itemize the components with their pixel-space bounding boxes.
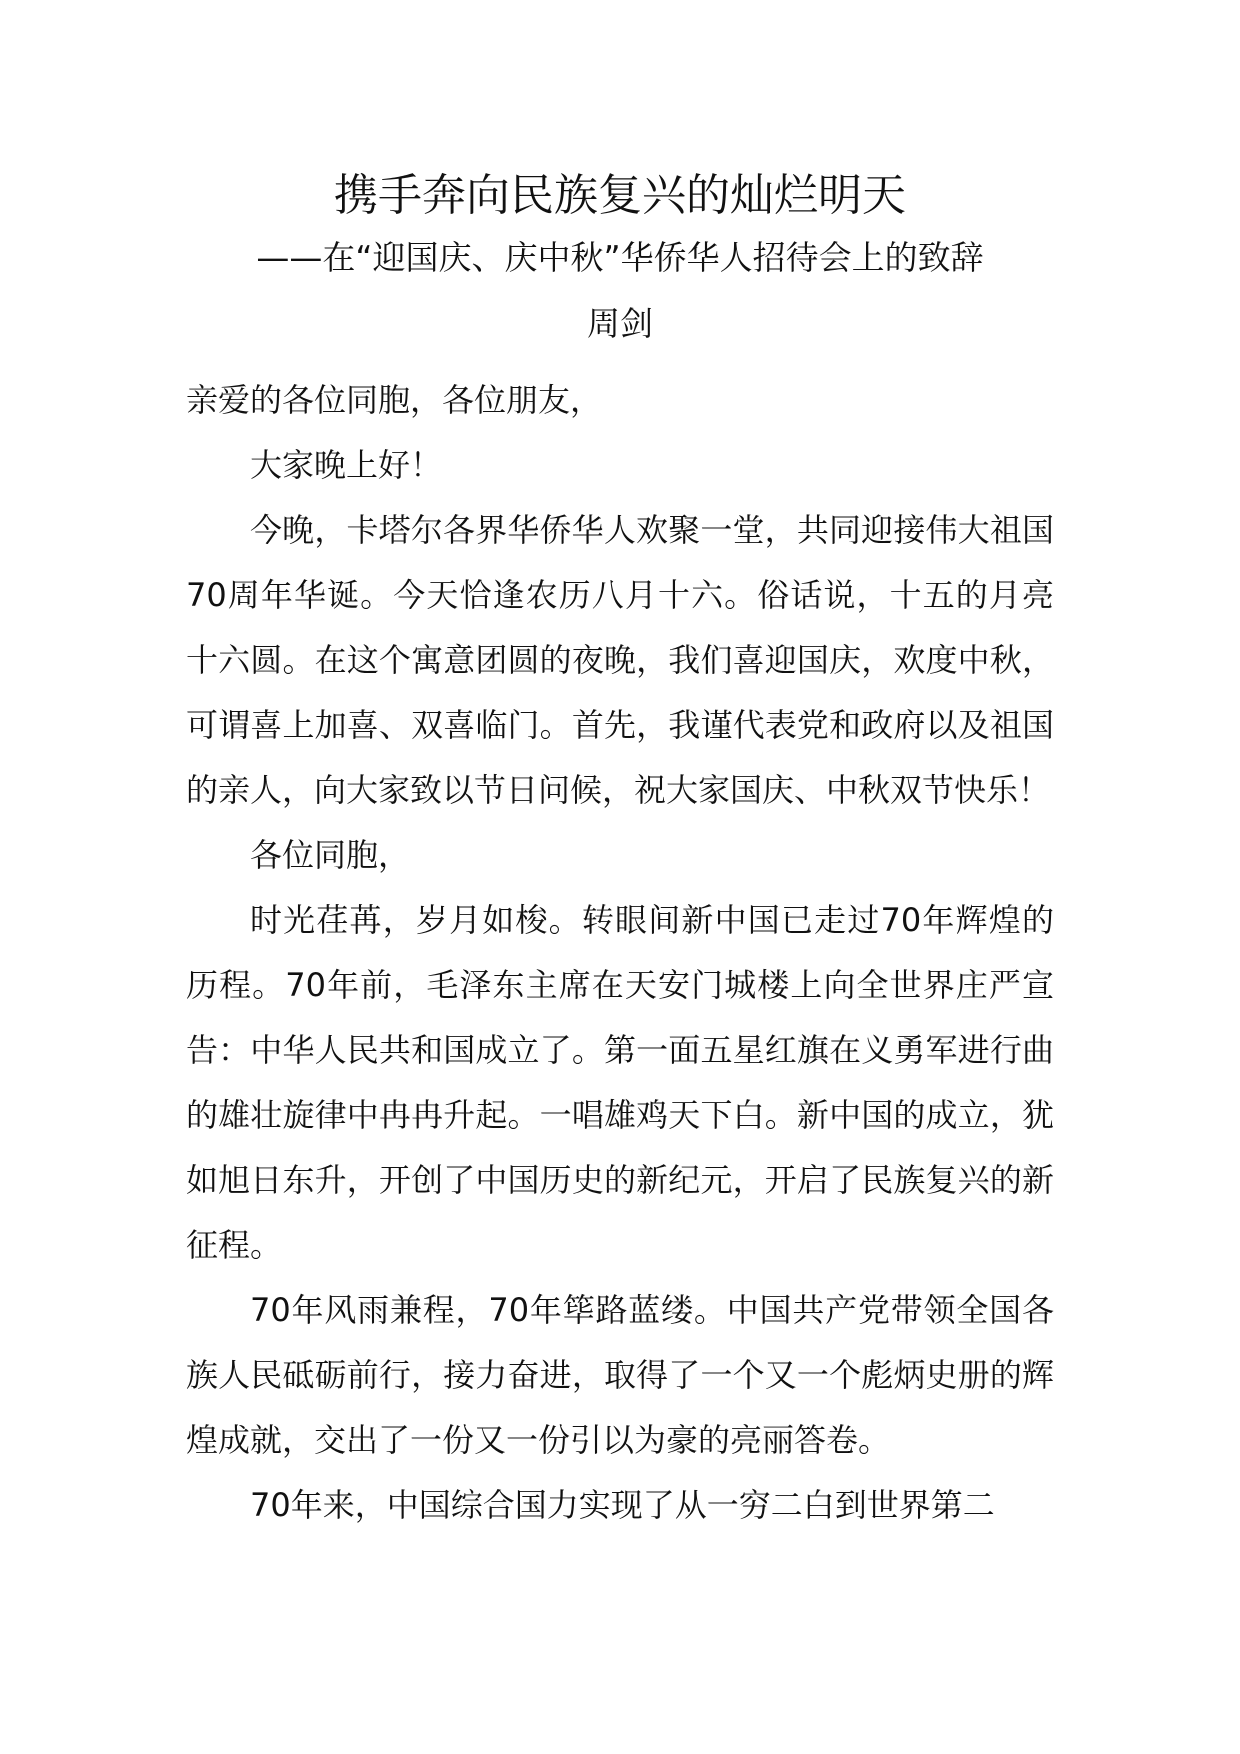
document-body <box>186 368 1054 1538</box>
salutation-paragraph: 亲爱的各位同胞，各位朋友， <box>186 381 603 419</box>
body-paragraph: 时光荏苒，岁月如梭。转眼间新中国已走过70年辉煌的历程。70年前，毛泽东主席在天安门城楼上向全世界庄严宣告：中华人民共和国成立了。第一面五星红旗在义勇军进行曲的雄壮旋律中冉冉升起。一唱雄鸡天下白。新中国的成立，犹如旭日东升，开创了中国历史的新纪元，开启了民族复兴的新征程。 <box>186 901 1054 1264</box>
document-title: 携手奔向民族复兴的灿烂明天 <box>334 170 906 221</box>
address-paragraph: 各位同胞， <box>250 836 411 874</box>
body-paragraph: 今晚，卡塔尔各界华侨华人欢聚一堂，共同迎接伟大祖国70周年华诞。今天恰逢农历八月十六。俗话说，十五的月亮十六圆。在这个寓意团圆的夜晚，我们喜迎国庆，欢度中秋，可谓喜上加喜、双喜临门。首先，我谨代表党和政府以及祖国的亲人，向大家致以节日问候，祝大家国庆、中秋双节快乐！ <box>186 511 1054 809</box>
document-subtitle: ——在“迎国庆、庆中秋”华侨华人招待会上的致辞 <box>256 238 984 277</box>
greeting-paragraph: 大家晚上好！ <box>250 446 443 484</box>
body-paragraph: 70年来，中国综合国力实现了从一穷二白到世界第二 <box>250 1486 995 1524</box>
body-paragraph: 70年风雨兼程，70年筚路蓝缕。中国共产党带领全国各族人民砥砺前行，接力奋进，取得了一个又一个彪炳史册的辉煌成就，交出了一份又一份引以为豪的亮丽答卷。 <box>186 1291 1054 1459</box>
document-author: 周剑 <box>587 304 653 343</box>
